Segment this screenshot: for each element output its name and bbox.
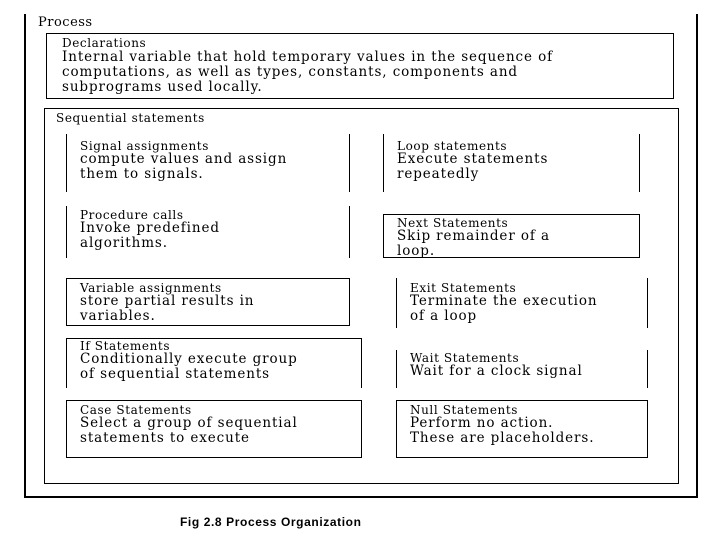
variable-assignments-line: store partial results in [80,293,255,309]
signal-assignments-line: them to signals. [80,166,204,182]
exit-statements-line: of a loop [410,308,478,324]
declarations-title: Declarations [62,36,147,50]
procedure-calls-title: Procedure calls [80,208,184,222]
loop-statements-line: Execute statements [397,151,549,167]
next-statements-text [397,229,550,259]
case-statements-line: Select a group of sequential [80,415,298,431]
signal-assignments-title: Signal assignments [80,139,209,153]
declarations-line: subprograms used locally. [62,79,263,95]
exit-statements-line: Terminate the execution [410,293,598,309]
procedure-calls-text [80,221,220,251]
if-statements-text [80,352,298,382]
declarations-line: computations, as well as types, constants, components and [62,64,518,80]
declarations-text [62,50,553,95]
exit-statements-text [410,294,597,324]
variable-assignments-text [80,294,254,324]
null-statements-line: Perform no action. [410,415,554,431]
wait-statements-text [410,364,583,379]
if-statements-line: of sequential statements [80,366,271,382]
process-label: Process [38,15,93,30]
signal-assignments-text [80,152,287,182]
if-statements-title: If Statements [80,339,171,353]
signal-assignments-line: compute values and assign [80,151,288,167]
next-statements-title: Next Statements [397,216,509,230]
procedure-calls-line: algorithms. [80,235,168,251]
declarations-line: Internal variable that hold temporary values in the sequence of [62,49,554,65]
next-statements-line: loop. [397,243,436,259]
if-statements-line: Conditionally execute group [80,351,298,367]
wait-statements-title: Wait Statements [410,351,520,365]
next-statements-line: Skip remainder of a [397,228,550,244]
figure-caption: Fig 2.8 Process Organization [180,515,362,529]
loop-statements-text [397,152,548,182]
exit-statements-title: Exit Statements [410,281,517,295]
loop-statements-title: Loop statements [397,139,508,153]
null-statements-text [410,416,594,446]
null-statements-title: Null Statements [410,403,519,417]
null-statements-line: These are placeholders. [410,430,595,446]
variable-assignments-title: Variable assignments [80,281,222,295]
wait-statements-line: Wait for a clock signal [410,363,583,379]
case-statements-title: Case Statements [80,403,192,417]
case-statements-line: statements to execute [80,430,250,446]
variable-assignments-line: variables. [80,308,156,324]
loop-statements-line: repeatedly [397,166,480,182]
sequential-statements-title: Sequential statements [56,111,205,125]
case-statements-text [80,416,298,446]
procedure-calls-line: Invoke predefined [80,220,220,236]
